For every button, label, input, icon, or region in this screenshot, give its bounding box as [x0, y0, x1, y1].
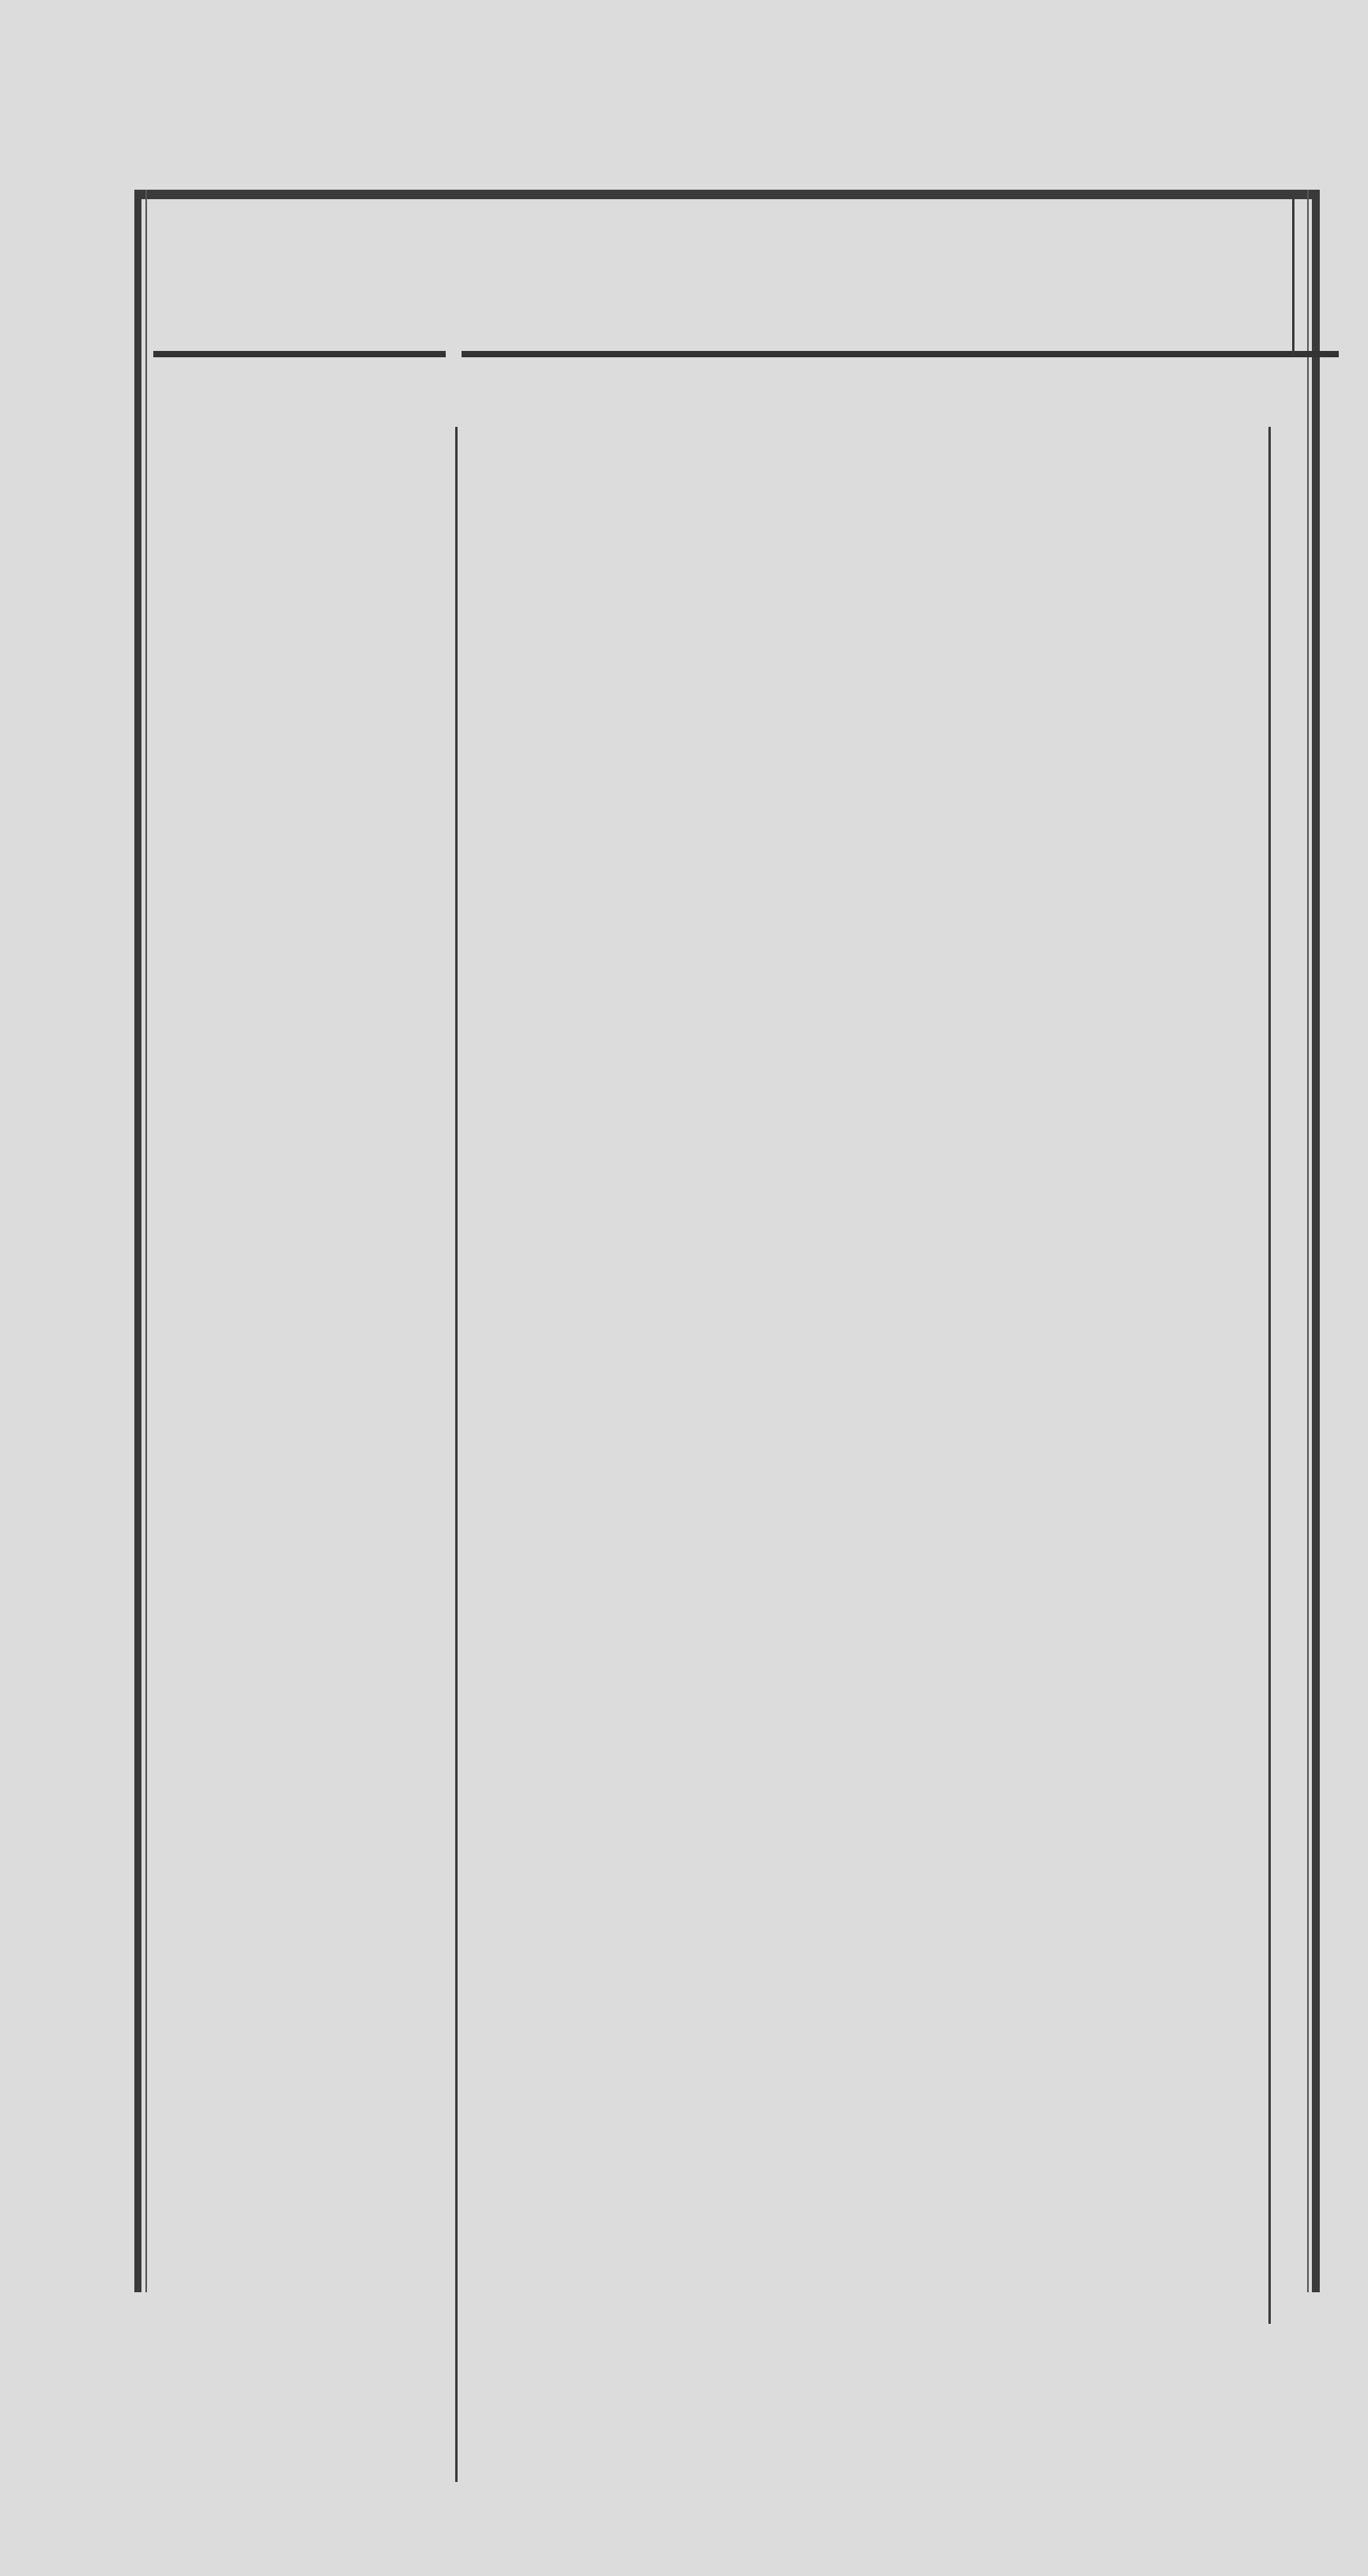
pages-column-rule — [1268, 427, 1271, 2324]
analyse-column-rule — [455, 427, 458, 2482]
left-border — [134, 190, 141, 2292]
right-border-inner — [1307, 190, 1309, 2292]
right-border — [1312, 190, 1320, 2292]
header-pages — [1217, 202, 1264, 391]
table-frame — [134, 190, 1320, 2292]
header-rule-dates — [153, 351, 446, 357]
left-border-inner — [145, 190, 147, 2292]
header-rule-analyse — [462, 351, 1339, 357]
pages-header-rule — [1292, 190, 1295, 356]
top-rule — [134, 190, 1320, 199]
